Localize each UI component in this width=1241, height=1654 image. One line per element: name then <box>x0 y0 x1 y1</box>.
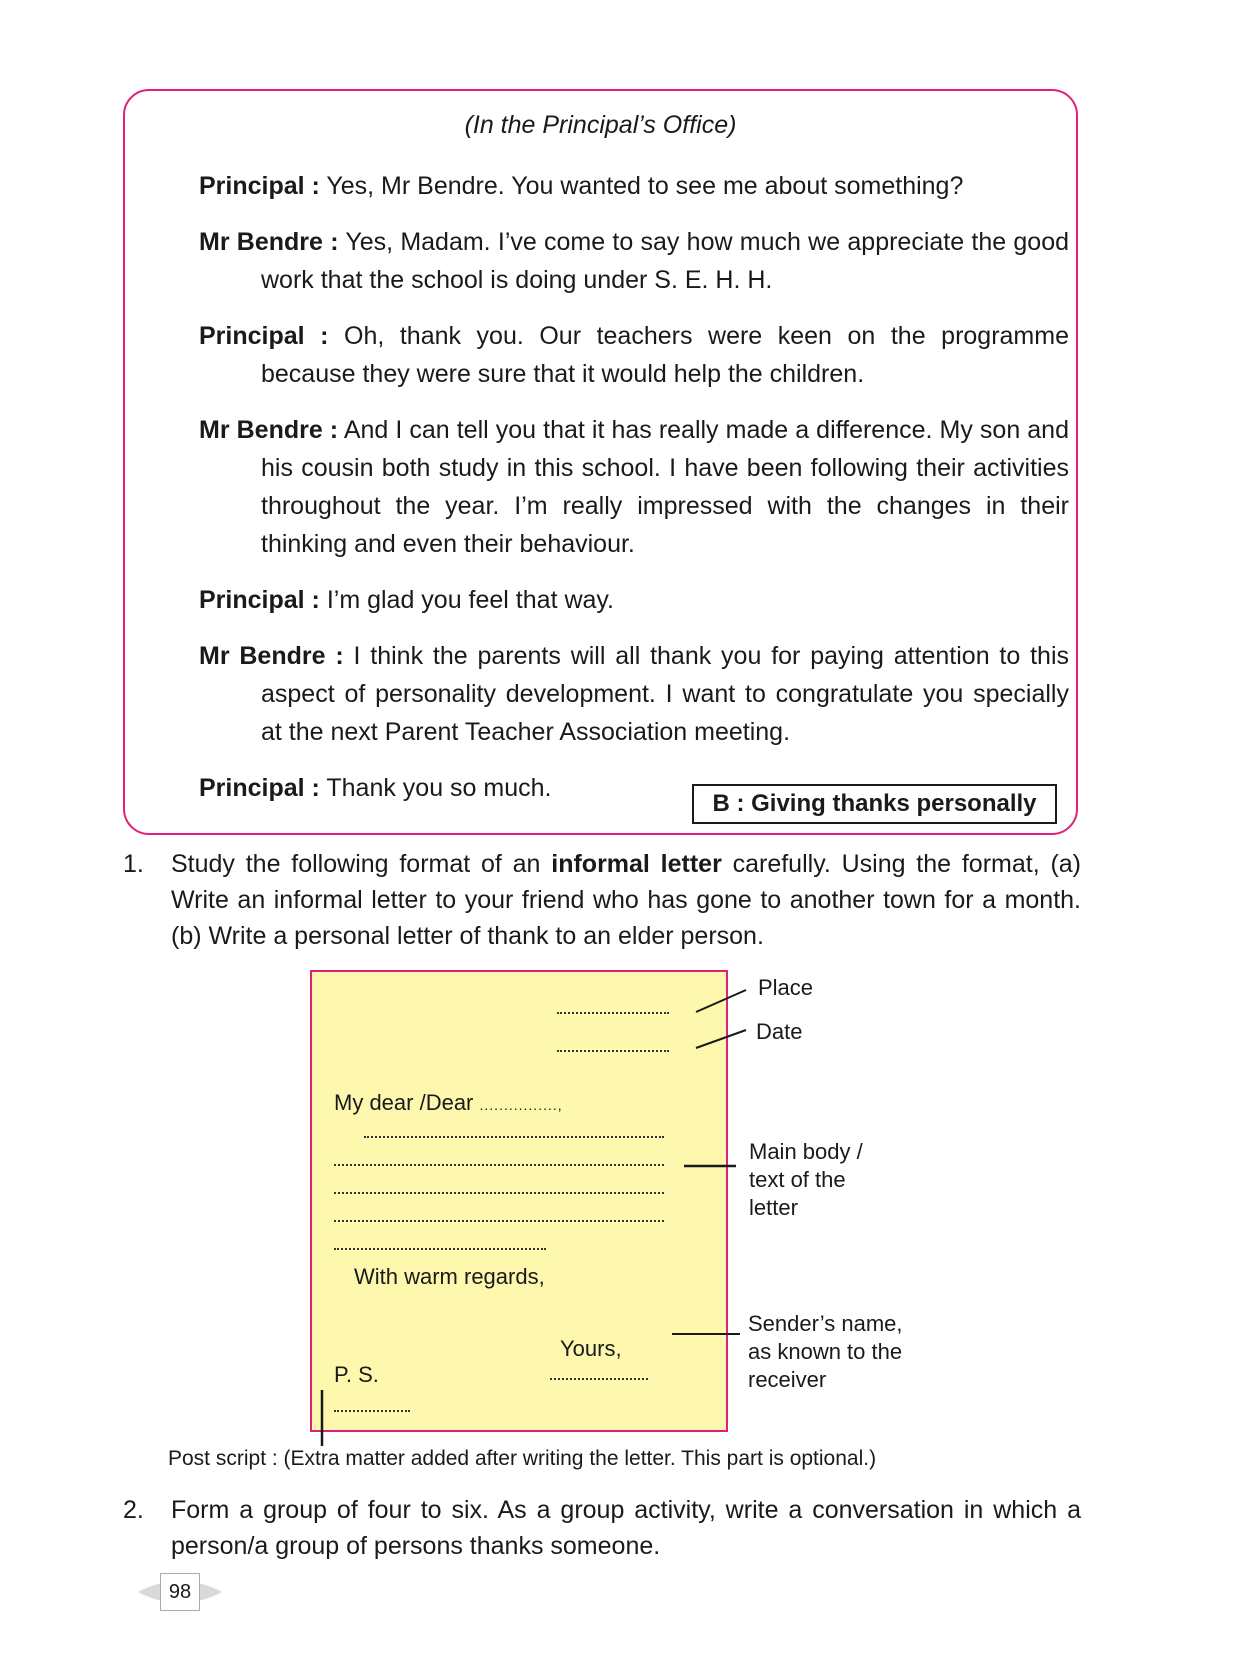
ps-dots <box>334 1410 410 1412</box>
speech: I’m glad you feel that way. <box>319 586 615 614</box>
ps-label: P. S. <box>334 1362 379 1387</box>
dialogue-line <box>199 317 1069 393</box>
question-text-part: Study the following format of an <box>171 850 552 878</box>
annotation-main-body: Main body / text of the letter <box>749 1139 863 1220</box>
annotation-place: Place <box>758 975 814 1000</box>
body-line <box>334 1248 546 1250</box>
question-number: 1. <box>123 850 144 878</box>
page-number: 98 <box>160 1573 200 1611</box>
question-2 <box>123 1492 1081 1564</box>
question-number: 2. <box>123 1496 144 1524</box>
dialogue-box <box>123 89 1078 835</box>
salutation-dots: ................, <box>479 1097 563 1113</box>
yours: Yours, <box>560 1336 622 1361</box>
speech: And I can tell you that it has really made a difference. My son and his cousin both study in this school. I have been following their activities throughout the year. I’m really impressed with the changes in their thinking and even their behaviour. <box>261 416 1069 558</box>
page-number-tab <box>138 1573 222 1611</box>
annotation-sender: Sender’s name, as known to the receiver <box>748 1311 903 1392</box>
speech: I think the parents will all thank you for paying attention to this aspect of personality development. I want to congratulate you specially at the next Parent Teacher Association meeting. <box>261 642 1070 746</box>
date-dots <box>557 1050 669 1052</box>
salutation-text: My dear /Dear <box>334 1090 474 1115</box>
question-text-part: carefully. Using the format, (a) Write an informal letter to your friend who has gone to another town for a month. (b) Write a personal letter of thank to an elder person. <box>171 850 1081 950</box>
speaker: Mr Bendre : <box>199 228 339 256</box>
question-text: Form a group of four to six. As a group activity, write a conversation in which a person/a group of persons thanks someone. <box>171 1496 1081 1560</box>
letter-format <box>310 970 728 1432</box>
body-line <box>334 1192 664 1194</box>
dialogue-line <box>199 167 1069 205</box>
dialogue-line <box>199 411 1069 563</box>
scene-heading: (In the Principal’s Office) <box>464 111 737 139</box>
dialogue-line <box>199 223 1069 299</box>
speech: Thank you so much. <box>319 774 552 802</box>
speech: Yes, Madam. I’ve come to say how much we appreciate the good work that the school is doing under S. E. H. H. <box>261 228 1070 294</box>
question-1 <box>123 846 1081 954</box>
salutation <box>334 1090 563 1116</box>
body-line <box>334 1164 664 1166</box>
signature-dots <box>550 1378 648 1380</box>
speaker: Mr Bendre : <box>199 416 339 444</box>
speech: Oh, thank you. Our teachers were keen on the programme because they were sure that it would help the children. <box>261 322 1069 388</box>
place-dots <box>557 1012 669 1014</box>
speaker: Principal : <box>199 172 320 200</box>
annotation-date: Date <box>756 1019 803 1044</box>
speaker: Principal : <box>199 774 320 802</box>
dialogue-line <box>199 581 1069 619</box>
closing: With warm regards, <box>354 1264 545 1289</box>
question-text <box>171 846 1081 954</box>
speaker: Principal : <box>199 322 329 350</box>
body-line <box>364 1136 664 1138</box>
question-bold-term: informal letter <box>551 850 722 878</box>
dialogue-line <box>199 637 1069 751</box>
postscript-note: Post script : (Extra matter added after writing the letter. This part is optional.) <box>168 1447 877 1470</box>
speech: Yes, Mr Bendre. You wanted to see me about something? <box>319 172 964 200</box>
speaker: Principal : <box>199 586 320 614</box>
body-line <box>334 1220 664 1222</box>
speaker: Mr Bendre : <box>199 642 344 670</box>
section-label: B : Giving thanks personally <box>692 784 1057 824</box>
